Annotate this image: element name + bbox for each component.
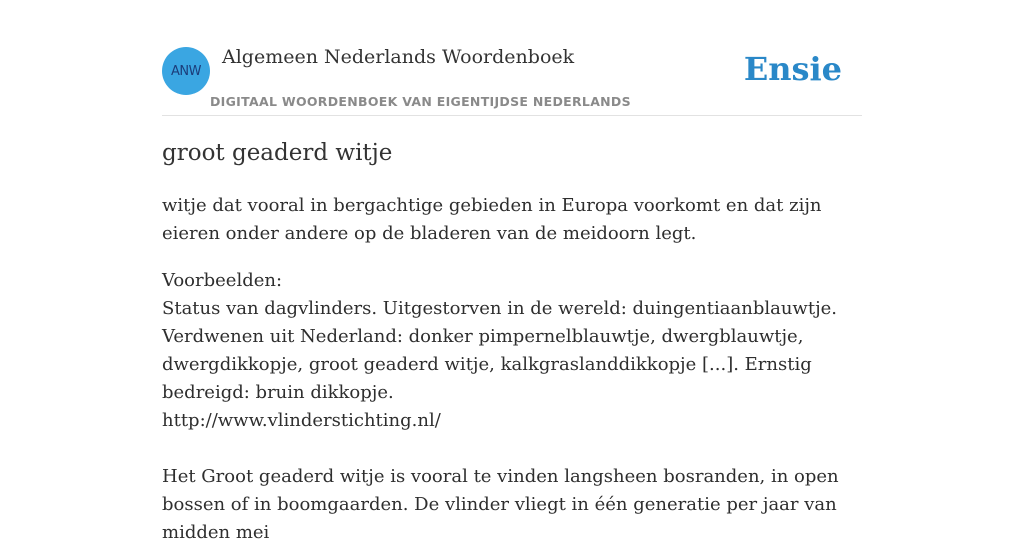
- example-text: Het Groot geaderd witje is vooral te vinden langsheen bosranden, in open bossen of in boomgaarden. De vlinder vliegt in één generatie per jaar van midden mei: [162, 466, 839, 543]
- site-subtitle: DIGITAAL WOORDENBOEK VAN EIGENTIJDSE NEDERLANDS: [210, 94, 631, 109]
- example-text: Status van dagvlinders. Uitgestorven in de wereld: duingentiaanblauwtje. Verdwenen uit Nederland: donker pimpernelblauwtje, dwergblauwtje, dwergdikkopje, groot geaderd witje, kalkgraslanddikkopje [...]. Ernstig bedreigd: bruin dikkopje.: [162, 298, 838, 403]
- site-title[interactable]: Algemeen Nederlands Woordenboek: [222, 46, 575, 68]
- page-container: [162, 0, 862, 543]
- logo-text: ANW: [171, 63, 201, 79]
- header-divider: [162, 115, 862, 116]
- entry-headword: groot geaderd witje: [162, 140, 393, 166]
- examples-section: [162, 267, 862, 547]
- examples-label: Voorbeelden:: [162, 270, 283, 291]
- example-spacer: [162, 435, 862, 463]
- anw-logo[interactable]: [162, 47, 210, 95]
- ensie-brand-logo[interactable]: Ensie: [743, 50, 842, 88]
- example-source-link[interactable]: http://www.vlinderstichting.nl/: [162, 410, 441, 431]
- entry-definition: witje dat vooral in bergachtige gebieden in Europa voorkomt en dat zijn eieren onder andere op de bladeren van de meidoorn legt.: [162, 195, 822, 244]
